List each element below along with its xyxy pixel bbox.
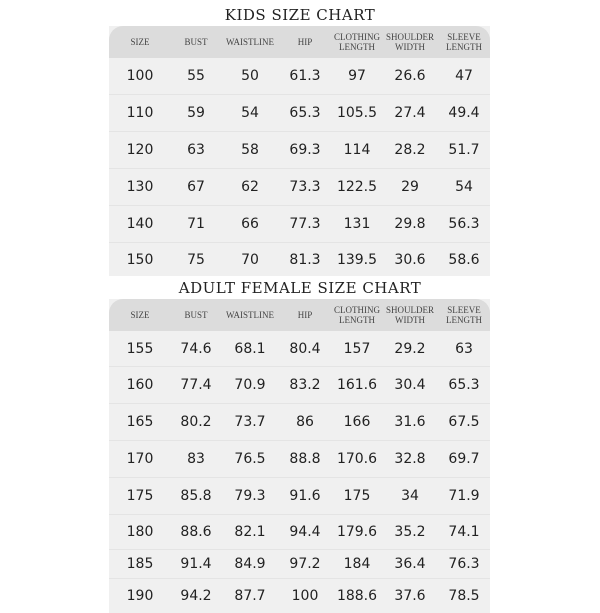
table-cell: 175 xyxy=(343,488,371,504)
table-cell: 70.9 xyxy=(234,377,266,393)
table-cell: 35.2 xyxy=(394,524,426,540)
table-cell: 82.1 xyxy=(234,524,266,540)
table-cell: 37.6 xyxy=(394,588,426,604)
table-cell: 79.3 xyxy=(234,488,266,504)
adult-female-size-table xyxy=(109,299,490,613)
table-cell: 179.6 xyxy=(336,524,378,540)
table-row xyxy=(109,515,490,550)
table-cell: 73.7 xyxy=(234,414,266,430)
table-cell: 80.4 xyxy=(289,340,321,357)
table-cell: 160 xyxy=(126,377,154,393)
table-cell: 120 xyxy=(126,142,154,158)
kids-column-header: SLEEVE LENGTH xyxy=(446,32,482,52)
table-cell: 59 xyxy=(187,105,205,121)
table-cell: 81.3 xyxy=(289,251,321,268)
table-cell: 77.4 xyxy=(180,377,212,393)
table-cell: 140 xyxy=(126,216,154,232)
table-cell: 86 xyxy=(296,414,314,430)
table-row xyxy=(109,169,490,206)
table-cell: 63 xyxy=(187,142,205,158)
table-cell: 87.7 xyxy=(234,588,266,604)
kids-column-header: BUST xyxy=(184,37,208,47)
table-cell: 97 xyxy=(348,68,366,84)
table-cell: 175 xyxy=(126,488,154,504)
table-cell: 54 xyxy=(455,179,473,195)
adult-column-header: SHOULDER WIDTH xyxy=(385,305,434,325)
table-cell: 190 xyxy=(126,588,154,604)
table-row xyxy=(109,132,490,169)
table-cell: 67 xyxy=(187,179,205,195)
table-cell: 62 xyxy=(241,179,259,195)
kids-column-header: SIZE xyxy=(130,37,150,47)
table-cell: 69.7 xyxy=(448,451,480,467)
table-cell: 65.3 xyxy=(289,105,321,121)
table-cell: 170.6 xyxy=(336,451,378,467)
table-cell: 71.9 xyxy=(448,488,480,504)
table-cell: 155 xyxy=(126,340,154,357)
table-cell: 157 xyxy=(343,340,371,357)
table-cell: 29 xyxy=(401,179,419,195)
table-cell: 114 xyxy=(343,142,371,158)
table-cell: 78.5 xyxy=(448,588,480,604)
table-cell: 31.6 xyxy=(394,414,426,430)
table-cell: 88.8 xyxy=(289,451,321,467)
table-cell: 110 xyxy=(126,105,154,121)
table-cell: 185 xyxy=(126,556,154,572)
table-cell: 27.4 xyxy=(394,105,426,121)
table-cell: 28.2 xyxy=(394,142,426,158)
table-cell: 29.8 xyxy=(394,216,426,232)
table-cell: 58 xyxy=(241,142,259,158)
table-cell: 76.3 xyxy=(448,556,480,572)
table-cell: 166 xyxy=(343,414,371,430)
table-cell: 63 xyxy=(455,340,473,357)
table-cell: 67.5 xyxy=(448,414,480,430)
table-cell: 61.3 xyxy=(289,68,321,84)
table-cell: 75 xyxy=(187,251,205,268)
table-cell: 88.6 xyxy=(180,524,212,540)
adult-chart-title: ADULT FEMALE SIZE CHART xyxy=(178,279,422,297)
table-cell: 69.3 xyxy=(289,142,321,158)
table-cell: 66 xyxy=(241,216,259,232)
table-cell: 100 xyxy=(291,588,319,604)
table-cell: 26.6 xyxy=(394,68,426,84)
table-cell: 184 xyxy=(343,556,371,572)
adult-column-header: WAISTLINE xyxy=(226,310,274,320)
table-row xyxy=(109,243,490,276)
table-cell: 97.2 xyxy=(289,556,321,572)
table-cell: 54 xyxy=(241,105,259,121)
table-cell: 94.4 xyxy=(289,524,321,540)
table-cell: 65.3 xyxy=(448,377,480,393)
kids-column-header: CLOTHING LENGTH xyxy=(334,32,380,52)
adult-column-header: BUST xyxy=(184,310,208,320)
table-cell: 83 xyxy=(187,451,205,467)
table-cell: 94.2 xyxy=(180,588,212,604)
table-cell: 130 xyxy=(126,179,154,195)
table-cell: 122.5 xyxy=(336,179,378,195)
table-cell: 30.6 xyxy=(394,251,426,268)
table-row xyxy=(109,441,490,478)
table-cell: 74.6 xyxy=(180,340,212,357)
adult-column-header: CLOTHING LENGTH xyxy=(334,305,380,325)
table-cell: 170 xyxy=(126,451,154,467)
adult-header-row xyxy=(109,299,490,331)
table-cell: 161.6 xyxy=(336,377,378,393)
table-row xyxy=(109,95,490,132)
table-cell: 74.1 xyxy=(448,524,480,540)
table-cell: 100 xyxy=(126,68,154,84)
table-cell: 180 xyxy=(126,524,154,540)
kids-column-header: SHOULDER WIDTH xyxy=(385,32,434,52)
adult-column-header: SLEEVE LENGTH xyxy=(446,305,482,325)
table-cell: 73.3 xyxy=(289,179,321,195)
kids-column-header: WAISTLINE xyxy=(226,37,274,47)
table-cell: 139.5 xyxy=(336,251,378,268)
table-cell: 77.3 xyxy=(289,216,321,232)
table-cell: 29.2 xyxy=(394,340,426,357)
table-cell: 71 xyxy=(187,216,205,232)
kids-header-row xyxy=(109,26,490,58)
table-cell: 165 xyxy=(126,414,154,430)
table-cell: 47 xyxy=(455,68,473,84)
table-cell: 34 xyxy=(401,488,419,504)
table-row xyxy=(109,550,490,579)
kids-column-header: HIP xyxy=(297,37,313,47)
kids-chart-title: KIDS SIZE CHART xyxy=(224,6,376,24)
table-cell: 55 xyxy=(187,68,205,84)
table-cell: 36.4 xyxy=(394,556,426,572)
table-cell: 76.5 xyxy=(234,451,266,467)
adult-column-header: SIZE xyxy=(130,310,150,320)
table-cell: 131 xyxy=(343,216,371,232)
table-cell: 49.4 xyxy=(448,105,480,121)
table-cell: 58.6 xyxy=(448,251,480,268)
table-row xyxy=(109,367,490,404)
table-row xyxy=(109,58,490,95)
adult-column-header: HIP xyxy=(297,310,313,320)
table-cell: 50 xyxy=(241,68,259,84)
table-row xyxy=(109,331,490,367)
table-row xyxy=(109,404,490,441)
table-cell: 68.1 xyxy=(234,340,266,357)
table-cell: 105.5 xyxy=(336,105,378,121)
table-cell: 91.6 xyxy=(289,488,321,504)
table-row xyxy=(109,478,490,515)
table-cell: 30.4 xyxy=(394,377,426,393)
table-cell: 150 xyxy=(126,251,154,268)
table-cell: 83.2 xyxy=(289,377,321,393)
table-cell: 84.9 xyxy=(234,556,266,572)
table-cell: 51.7 xyxy=(448,142,480,158)
table-row xyxy=(109,206,490,243)
table-row xyxy=(109,579,490,613)
table-cell: 188.6 xyxy=(336,588,378,604)
table-cell: 70 xyxy=(241,251,259,268)
table-cell: 32.8 xyxy=(394,451,426,467)
table-cell: 91.4 xyxy=(180,556,212,572)
kids-size-table xyxy=(109,26,490,276)
table-cell: 56.3 xyxy=(448,216,480,232)
table-cell: 85.8 xyxy=(180,488,212,504)
table-cell: 80.2 xyxy=(180,414,212,430)
